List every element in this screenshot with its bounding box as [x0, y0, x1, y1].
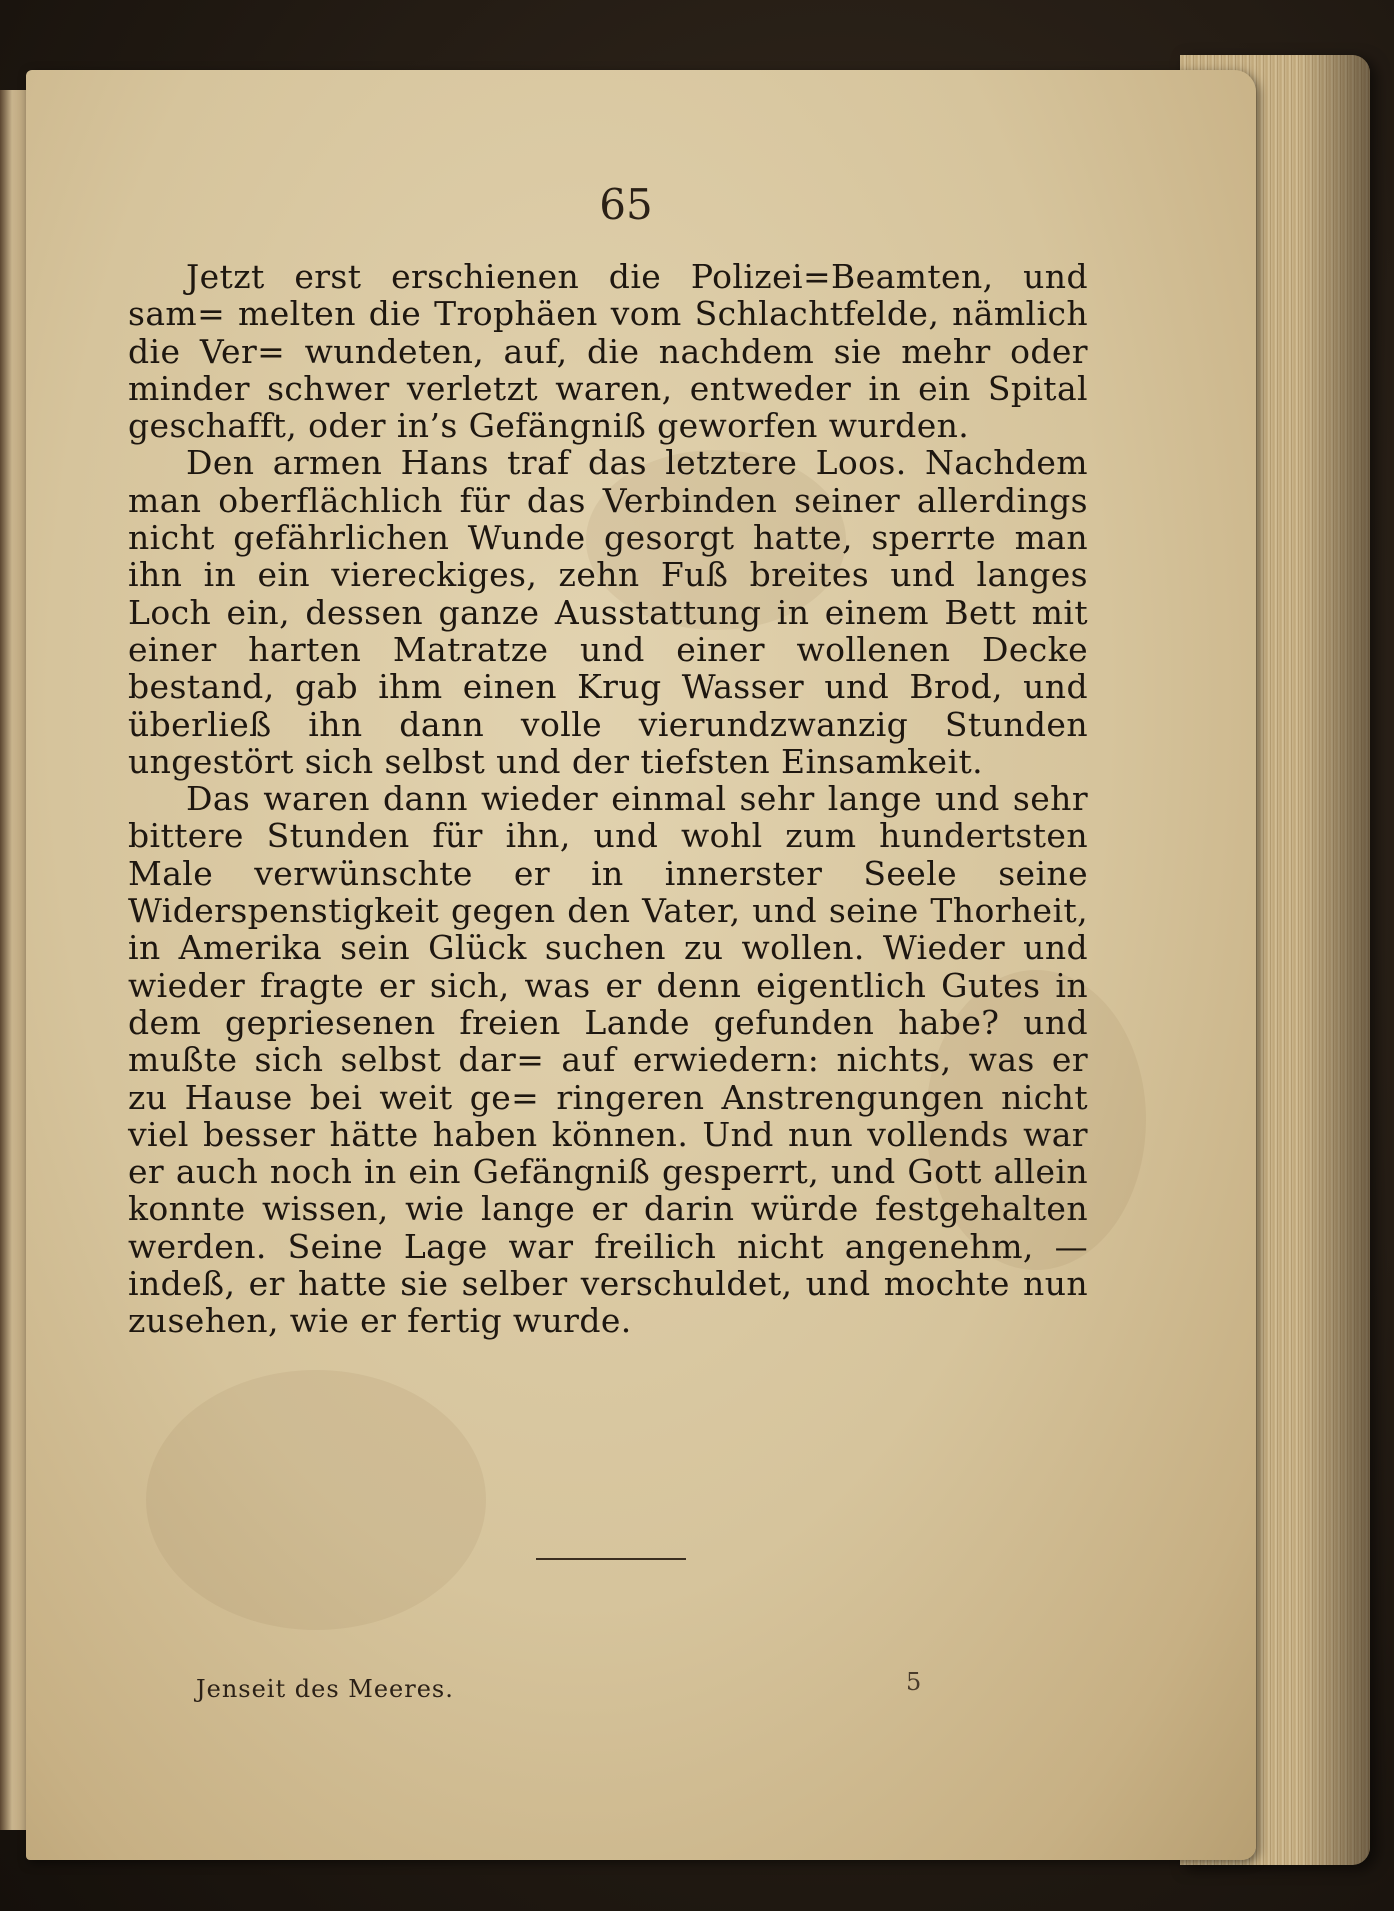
paragraph: Jetzt erst erschienen die Polizei=Beamten, und sam= melten die Trophäen vom Schlachtfelde, nämlich die Ver= wundeten, auf, die nachdem sie mehr oder minder schwer verletzt waren, entweder in ein Spital geschafft, oder in’s Gefängniß geworfen wurden.	[128, 257, 1088, 446]
footer-book-title: Jenseit des Meeres.	[196, 1675, 454, 1703]
section-divider	[536, 1558, 686, 1560]
book-page	[26, 70, 1256, 1860]
paragraph: Das waren dann wieder einmal sehr lange und sehr bittere Stunden für ihn, und wohl zum hundertsten Male verwünschte er in innerster Seele seine Widerspenstigkeit gegen den Vater, und seine Thorheit, in Amerika sein Glück suchen zu wollen. Wieder und wieder fragte er sich, was er denn eigentlich Gutes in dem gepriesenen freien Lande gefunden habe? und mußte sich selbst dar= auf erwiedern: nichts, was er zu Hause bei weit ge= ringeren Anstrengungen nicht viel besser hätte haben können. Und nun vollends war er auch noch in ein Gefängniß gesperrt, und Gott allein konnte wissen, wie lange er darin würde festgehalten werden. Seine Lage war freilich nicht angenehm, — indeß, er hatte sie selber verschuldet, und mochte nun zusehen, wie er fertig wurde.	[128, 779, 1088, 1341]
paragraph: Den armen Hans traf das letztere Loos. Nachdem man oberflächlich für das Verbinden seiner allerdings nicht gefährlichen Wunde gesorgt hatte, sperrte man ihn in ein viereckiges, zehn Fuß breites und langes Loch ein, dessen ganze Ausstattung in einem Bett mit einer harten Matratze und einer wollenen Decke bestand, gab ihm einen Krug Wasser und Brod, und überließ ihn dann volle vierundzwanzig Stunden ungestört sich selbst und der tiefsten Einsamkeit.	[128, 443, 1088, 781]
paper-stain	[146, 1370, 486, 1630]
body-text	[128, 258, 1088, 1340]
signature-mark: 5	[906, 1668, 922, 1696]
page-number: 65	[599, 180, 653, 229]
